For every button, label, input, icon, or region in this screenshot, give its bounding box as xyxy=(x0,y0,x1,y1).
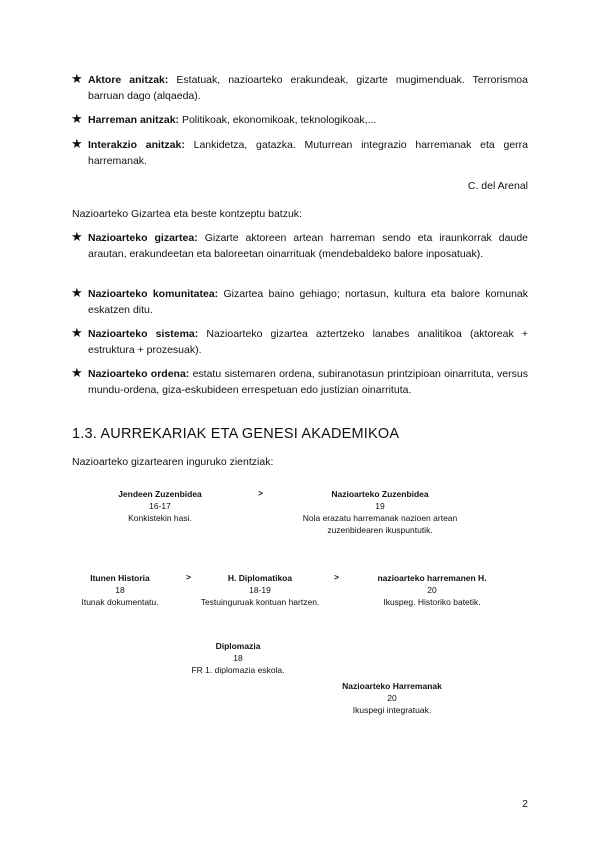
node-century: 16-17 xyxy=(149,501,171,511)
bullet-term: Harreman anitzak: xyxy=(88,114,180,126)
intro-paragraph: Nazioarteko Gizartea eta beste kontzeptu batzuk: xyxy=(72,208,302,220)
bullet-text: Politikoak, ekonomikoak, teknologikoak,... xyxy=(181,114,377,126)
star-bullet-icon: ★ xyxy=(71,285,83,300)
node-nazioarteko-harremanen-h xyxy=(362,572,502,608)
bullet-nazioarteko-ordena xyxy=(71,365,528,398)
node-description: FR 1. diplomazia eskola. xyxy=(191,665,285,675)
star-bullet-icon: ★ xyxy=(71,71,83,86)
node-nazioarteko-zuzenbidea xyxy=(300,488,460,536)
bullet-text: estatu sistemaren ordena, subiranotasun printzipioan oinarrituta, versus mundu-ordena, giza-eskubideen errespetuan edo justizian oinarrituta. xyxy=(88,368,528,396)
bullet-harreman-anitzak xyxy=(71,111,528,128)
node-century: 18-19 xyxy=(249,585,271,595)
bullet-interakzio-anitzak xyxy=(71,136,528,169)
node-diplomazia xyxy=(168,640,308,676)
bullet-text: Gizarte aktoreen artean harreman sendo eta iraunkorrak daude arautan, erakundeetan eta baloreetan oinarrituak (mendebaldeko balore inposatuak). xyxy=(88,232,528,260)
bullet-term: Nazioarteko komunitatea: xyxy=(88,288,219,300)
node-description: Konkistekin hasi. xyxy=(128,513,192,523)
section-heading: 1.3. AURREKARIAK ETA GENESI AKADEMIKOA xyxy=(72,426,400,442)
author-attribution: C. del Arenal xyxy=(467,180,528,192)
bullet-text: Nazioarteko gizartea aztertzeko lanabes analitikoa (aktoreak + estruktura + prozesuak). xyxy=(88,328,528,356)
node-description: Ikuspegi integratuak. xyxy=(352,705,432,715)
arrow-connector: > xyxy=(258,488,263,498)
node-nazioarteko-harremanak xyxy=(322,680,462,716)
node-description: Nola erazatu harremanak nazioen artean zuzenbidearen ikuspuntutik. xyxy=(302,513,458,535)
bullet-aktore-anitzak xyxy=(71,71,528,104)
bullet-text: Lankidetza, gatazka. Muturrean integrazio harremanak eta gerra harremanak. xyxy=(88,139,528,167)
bullet-text: Estatuak, nazioarteko erakundeak, gizarte mugimenduak. Terrorismoa barruan dago (alqaeda). xyxy=(88,74,528,102)
bullet-term: Interakzio anitzak: xyxy=(88,139,185,151)
node-title: Itunen Historia xyxy=(90,573,150,583)
node-century: 20 xyxy=(427,585,437,595)
node-title: H. Diplomatikoa xyxy=(227,573,293,583)
bullet-term: Aktore anitzak: xyxy=(88,74,169,86)
node-description: Itunak dokumentatu. xyxy=(81,597,159,607)
node-jendeen-zuzenbidea xyxy=(100,488,220,524)
node-century: 18 xyxy=(233,653,243,663)
node-itunen-historia xyxy=(70,572,170,608)
node-h-diplomatikoa xyxy=(198,572,322,608)
star-bullet-icon: ★ xyxy=(71,111,83,126)
page-number: 2 xyxy=(522,798,528,810)
node-century: 18 xyxy=(115,585,125,595)
bullet-nazioarteko-komunitatea xyxy=(71,285,528,318)
bullet-term: Nazioarteko ordena: xyxy=(88,368,190,380)
sciences-intro: Nazioarteko gizartearen inguruko zientziak: xyxy=(72,456,274,468)
node-title: Nazioarteko Harremanak xyxy=(342,681,442,691)
bullet-term: Nazioarteko gizartea: xyxy=(88,232,198,244)
star-bullet-icon: ★ xyxy=(71,365,83,380)
star-bullet-icon: ★ xyxy=(71,325,83,340)
node-century: 20 xyxy=(387,693,397,703)
star-bullet-icon: ★ xyxy=(71,136,83,151)
star-bullet-icon: ★ xyxy=(71,229,83,244)
node-title: nazioarteko harremanen H. xyxy=(377,573,487,583)
node-title: Diplomazia xyxy=(215,641,261,651)
arrow-connector: > xyxy=(334,572,339,582)
bullet-term: Nazioarteko sistema: xyxy=(88,328,199,340)
bullet-text: Gizartea baino gehiago; nortasun, kultura eta balore komunak eskatzen ditu. xyxy=(88,288,528,316)
node-title: Jendeen Zuzenbidea xyxy=(118,489,202,499)
node-description: Testuinguruak kontuan hartzen. xyxy=(200,597,320,607)
node-century: 19 xyxy=(375,501,385,511)
node-description: Ikuspeg. Historiko batetik. xyxy=(383,597,481,607)
bullet-nazioarteko-sistema xyxy=(71,325,528,358)
arrow-connector: > xyxy=(186,572,191,582)
bullet-nazioarteko-gizartea xyxy=(71,229,528,262)
node-title: Nazioarteko Zuzenbidea xyxy=(331,489,429,499)
